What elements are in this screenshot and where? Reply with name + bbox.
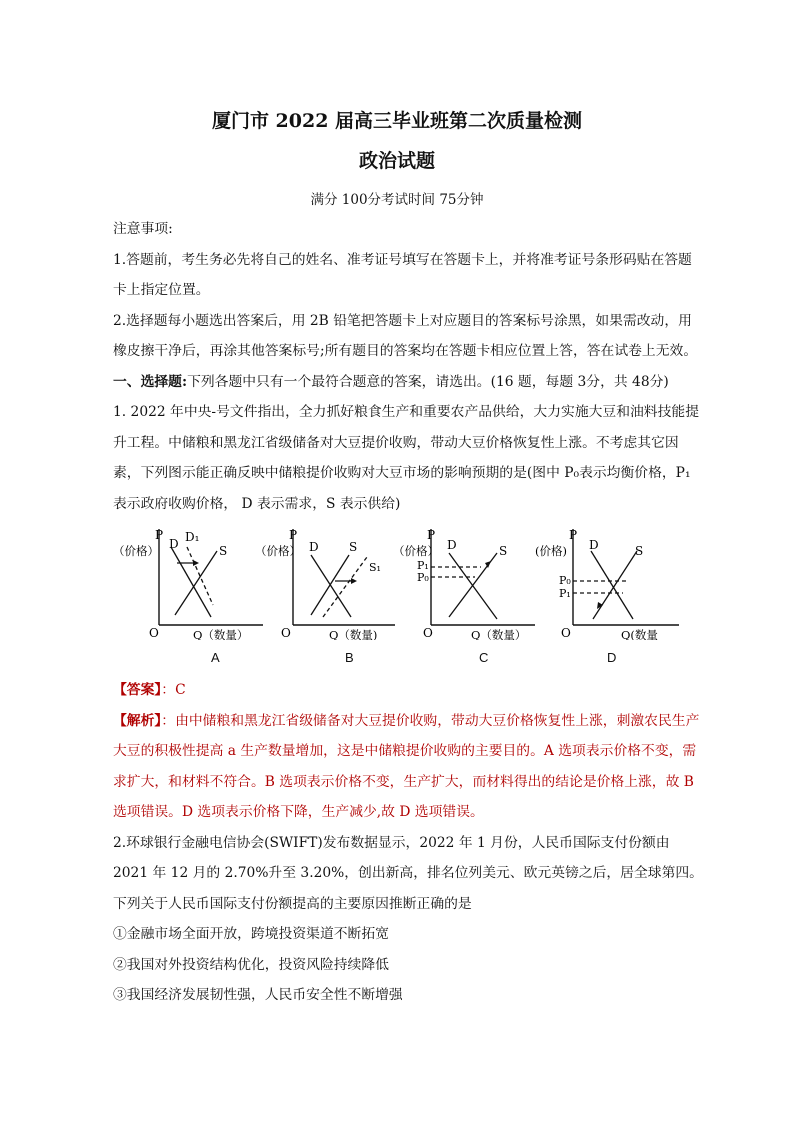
figure-b	[255, 525, 400, 640]
figure-c-label: C	[479, 650, 489, 665]
label-p0: P₀	[559, 574, 571, 587]
label-s: S	[499, 544, 508, 558]
axis-price: （价格）	[393, 544, 439, 558]
notice-item-2: 2.选择题每小题选出答案后，用 2B 铅笔把答题卡上对应题目的答案标号涂黑，如果需改动，用橡皮擦干净后，再涂其他答案标号;所有题目的答案均在答题卡相应位置上答，答在试卷上无效。	[113, 312, 698, 359]
arrow-head	[351, 578, 357, 584]
figure-a-label: A	[211, 650, 220, 665]
axis-price: (价格)	[535, 544, 567, 558]
label-s: S	[349, 540, 358, 554]
figure-d	[533, 525, 683, 640]
label-d: D	[589, 538, 599, 552]
figure-c	[393, 525, 543, 640]
origin-label: O	[561, 626, 571, 640]
origin-label: O	[281, 626, 291, 640]
question-2-option-3: ③我国经济发展韧性强，人民币安全性不断增强	[113, 987, 403, 1003]
axis-p: P	[427, 528, 436, 542]
answer-label: 【答案】	[113, 682, 162, 698]
label-d: D	[169, 537, 179, 551]
section-1-heading	[113, 367, 703, 398]
exam-subtitle: 满分 100分考试时间 75分钟	[310, 192, 484, 208]
exam-subject-title: 政治试题	[358, 150, 435, 172]
axis-q: Q（数量)	[329, 628, 378, 640]
exam-body	[113, 214, 703, 1011]
figure-b-label: B	[345, 650, 354, 665]
answer-value: ：C	[161, 682, 186, 698]
label-p1: P₁	[417, 559, 429, 572]
analysis-label: 【解析】	[113, 712, 162, 729]
question-2-text: 2.环球银行金融电信协会(SWIFT)发布数据显示，2022 年 1 月份，人民币国际支付份额由 2021 年 12 月的 2.70%升至 3.20%，创出新高，排名位列美元、欧元英镑之后，居全球第四。下列关于人民币国际支付份额提高的主要原因推断正确的是	[113, 834, 703, 912]
axis-price: （价格）	[113, 544, 159, 558]
figure-d-label: D	[607, 650, 617, 665]
axis-q: Q（数量）	[471, 628, 527, 640]
figure-a	[113, 525, 263, 640]
axis-q: Q(数量	[621, 628, 658, 640]
supply-curve	[175, 551, 217, 615]
section-1-label: 一、选择题:	[113, 373, 188, 390]
label-p0: P₀	[417, 571, 429, 584]
axis-q: Q（数量）	[193, 628, 249, 640]
origin-label: O	[423, 626, 433, 640]
question-1-text: 1. 2022 年中央-号文件指出，全力抓好粮食生产和重要农产品供给，大力实施大豆和油料技能提升工程。中储粮和黑龙江省级储备对大豆提价收购，带动大豆价格恢复性上涨。不考虑其它因素，下列图示能正确反映中储粮提价收购对大豆市场的影响预期的是(图中 P₀表示均衡价格，P₁表示政府收购价格， D 表示需求，S 表示供给)	[113, 404, 699, 512]
label-d: D	[309, 540, 319, 554]
question-2-option-2: ②我国对外投资结构优化，投资风险持续降低	[113, 956, 389, 973]
label-d: D	[447, 538, 457, 552]
section-1-text: 下列各题中只有一个最符合题意的答案，请选出。(16 题，每题 3分，共 48分)	[187, 373, 669, 390]
exam-title: 厦门市 2022 届高三毕业班第二次质量检测	[211, 110, 583, 132]
demand-curve	[171, 547, 211, 617]
question-1-answer	[113, 675, 703, 706]
label-s1: S₁	[369, 561, 381, 574]
arrow-head	[193, 560, 199, 566]
axis-p: P	[289, 528, 298, 542]
axis-price: （价格）	[255, 544, 301, 558]
question-2-option-1: ①金融市场全面开放，跨境投资渠道不断拓宽	[113, 926, 389, 942]
analysis-text: ：由中储粮和黑龙江省级储备对大豆提价收购，带动大豆价格恢复性上涨，刺激农民生产大豆的积极性提高 a 生产数量增加，这是中储粮提价收购的主要目的。A 选项表示价格不变，需求扩大，和材料不符合。B 选项表示价格不变，生产扩大，而材料得出的结论是价格上涨，故 B 选项错误。D 选项表示价格下降，生产减少,故 D 选项错误。	[113, 712, 700, 820]
label-s: S	[635, 544, 644, 558]
notice-heading: 注意事项:	[113, 221, 173, 237]
label-s: S	[219, 544, 228, 558]
axis-p: P	[569, 528, 578, 542]
label-d1: D₁	[185, 530, 200, 544]
question-1-figures	[113, 525, 703, 675]
question-1-analysis	[113, 706, 703, 828]
supply-curve	[593, 551, 637, 619]
origin-label: O	[149, 626, 159, 640]
notice-item-1: 1.答题前，考生务必先将自己的姓名、准考证号填写在答题卡上，并将准考证号条形码贴在答题卡上指定位置。	[113, 251, 692, 298]
axis-p: P	[155, 528, 164, 542]
label-p1: P₁	[559, 587, 571, 600]
